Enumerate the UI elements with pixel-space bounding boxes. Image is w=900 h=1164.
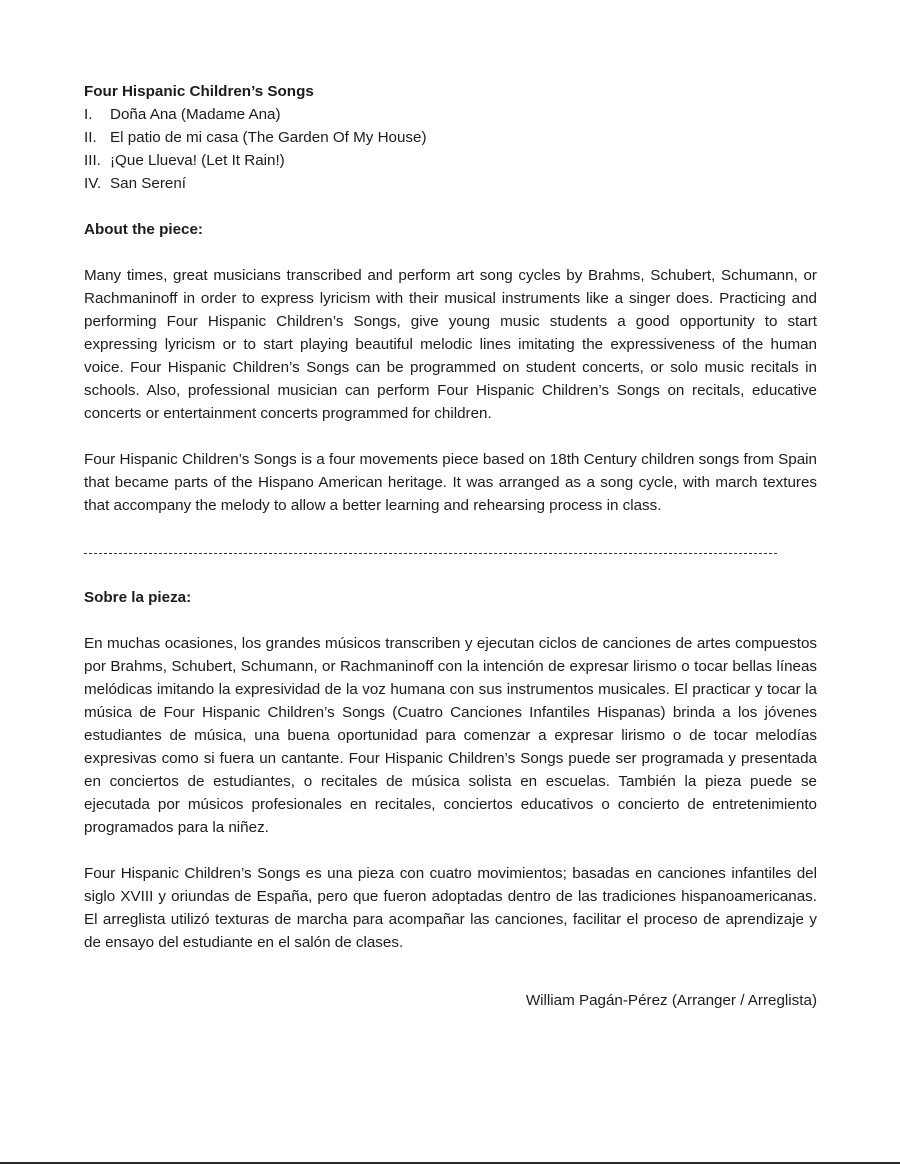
document-title: Four Hispanic Children’s Songs [84,83,314,100]
section-divider [84,540,817,563]
about-paragraph-1: Many times, great musicians transcribed and perform art song cycles by Brahms, Schubert, Schumann, or Rachmaninoff in order to express lyricism with their musical instruments like a singer does. Practicing and performing Four Hispanic Children’s Songs, give young music students a good opportunity to start expressing lyricism or to start playing beautiful melodic lines imitating the expressiveness of the human voice. Four Hispanic Children’s Songs can be programmed on student concerts, or solo music recitals in schools. Also, professional musician can perform Four Hispanic Children’s Songs on recitals, educative concerts or entertainment concerts programmed for children. [84,267,817,422]
sobre-heading: Sobre la pieza: [84,589,192,606]
movement-numeral: II. [84,129,97,146]
document-page [84,80,817,1027]
movement-label: San Serení [110,175,186,192]
sobre-paragraph-1: En muchas ocasiones, los grandes músicos transcriben y ejecutan ciclos de canciones de artes compuestos por Brahms, Schubert, Schumann, or Rachmaninoff con la intención de expresar lirismo o tocar bellas líneas melódicas imitando la expresividad de la voz humana con sus instrumentos musicales. El practicar y tocar la música de Four Hispanic Children’s Songs (Cuatro Canciones Infantiles Hispanas) brinda a los jóvenes estudiantes de música, una buena oportunidad para comenzar a expresar lirismo o de tocar melodías expresivas como si fuera un cantante. Four Hispanic Children’s Songs puede ser programada y presentada en conciertos de estudiantes, o recitales de música solista en escuelas. También la pieza puede se ejecutada por músicos profesionales en recitales, conciertos educativos o concierto de entretenimiento programados para la niñez. [84,635,817,836]
movement-numeral: III. [84,152,101,169]
movement-item [84,149,817,172]
movement-item [84,103,817,126]
movement-label: El patio de mi casa (The Garden Of My House) [110,129,427,146]
movement-list [84,103,817,195]
arranger-signature: William Pagán-Pérez (Arranger / Arreglista) [525,992,817,1009]
about-paragraph-2: Four Hispanic Children’s Songs is a four movements piece based on 18th Century children songs from Spain that became parts of the Hispano American heritage. It was arranged as a song cycle, with march textures that accompany the melody to allow a better learning and rehearsing process in class. [84,451,817,514]
sobre-paragraph-2: Four Hispanic Children’s Songs es una pieza con cuatro movimientos; basadas en canciones infantiles del siglo XVIII y oriundas de España, pero que fueron adoptadas dentro de las tradiciones hispanoamericanas. El arreglista utilizó texturas de marcha para acompañar las canciones, facilitar el proceso de aprendizaje y de ensayo del estudiante en el salón de clases. [84,865,817,951]
movement-numeral: IV. [84,175,102,192]
movement-item [84,172,817,195]
movement-label: ¡Que Llueva! (Let It Rain!) [110,152,285,169]
dashed-line [84,553,777,554]
movement-label: Doña Ana (Madame Ana) [110,106,281,123]
movement-item [84,126,817,149]
movement-numeral: I. [84,106,93,123]
about-heading: About the piece: [84,221,203,238]
